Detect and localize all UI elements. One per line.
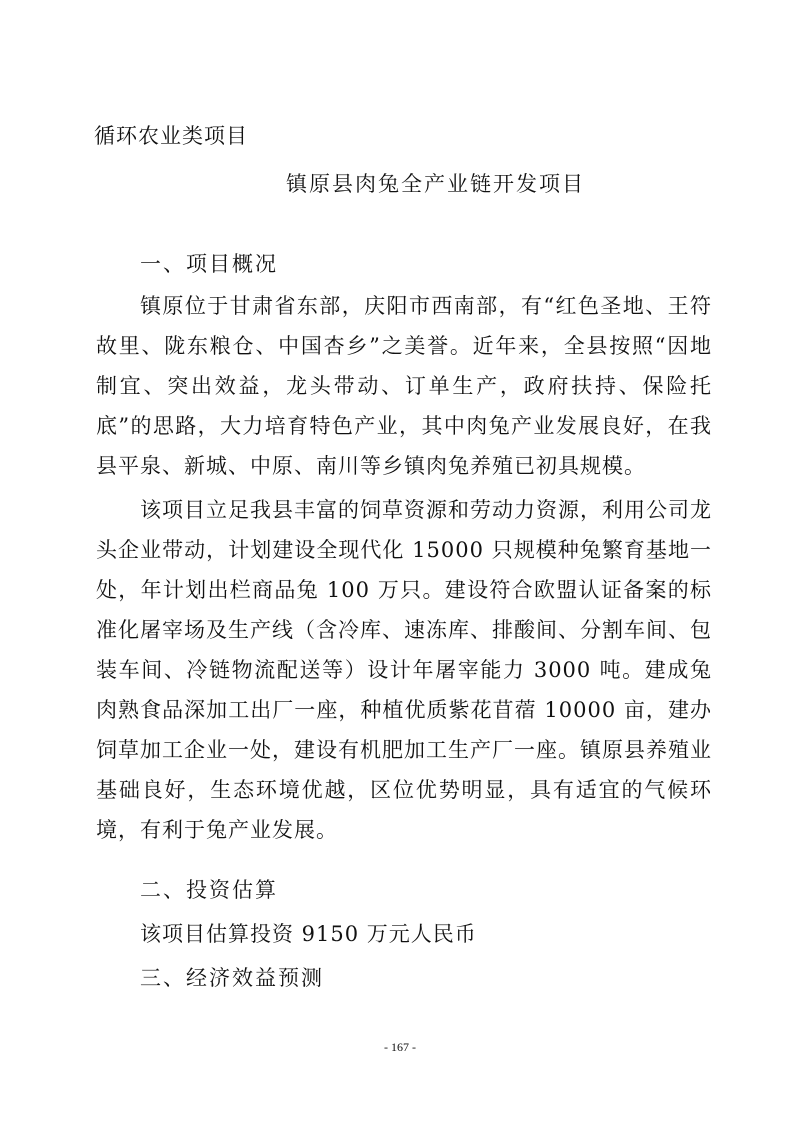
overview-paragraph-1: 镇原位于甘肃省东部，庆阳市西南部，有“红色圣地、王符故里、陇东粮仓、中国杏乡”之美誉。近年来，全县按照“因地制宜、突出效益，龙头带动、订单生产，政府扶持、保险托底”的思路，大力培育特色产业，其中肉兔产业发展良好，在我县平泉、新城、中原、南川等乡镇肉兔养殖已初具规模。 — [96, 294, 712, 478]
document-title: 镇原县肉兔全产业链开发项目 — [286, 172, 585, 196]
section-heading-investment: 二、投资估算 — [140, 878, 278, 902]
overview-paragraph-2: 该项目立足我县丰富的饲草资源和劳动力资源，利用公司龙头企业带动，计划建设全现代化 15000 只规模种兔繁育基地一处，年计划出栏商品兔 100 万只。建设符合欧盟认证备案的标准化屠宰场及生产线（含冷库、速冻库、排酸间、分割车间、包装车间、冷链物流配送等）设计年屠宰能力 3000 吨。建成兔肉熟食品深加工出厂一座，种植优质紫花苜蓿 10000 亩，建办饲草加工企业一处，建设有机肥加工生产厂一座。镇原县养殖业基础良好，生态环境优越，区位优势明显，具有适宜的气候环境，有利于兔产业发展。 — [96, 498, 712, 842]
page-number: - 167 - — [384, 1040, 416, 1054]
category-label: 循环农业类项目 — [94, 124, 248, 148]
investment-text: 该项目估算投资 9150 万元人民币 — [140, 922, 477, 946]
section-heading-overview: 一、项目概况 — [140, 252, 278, 276]
section-heading-economic-benefit: 三、经济效益预测 — [140, 966, 324, 990]
